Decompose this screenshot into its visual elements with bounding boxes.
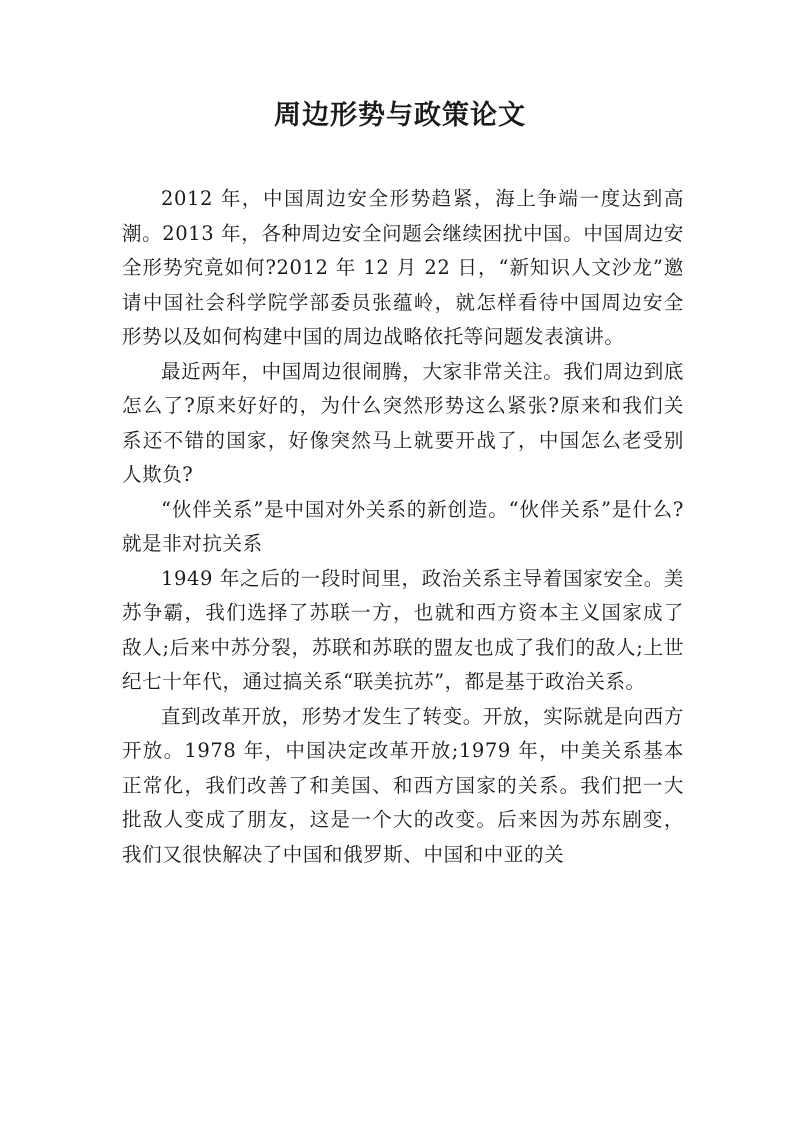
paragraph-5: 直到改革开放，形势才发生了转变。开放，实际就是向西方开放。1978 年，中国决定改革开放;1979 年，中美关系基本正常化，我们改善了和美国、和西方国家的关系。我们把一大批敌人变成了朋友，这是一个大的改变。后来因为苏东剧变，我们又很快解决了中国和俄罗斯、中国和中亚的关 bbox=[122, 704, 684, 866]
document-title: 周边形势与政策论文 bbox=[274, 100, 526, 131]
paragraph-3: “伙伴关系”是中国对外关系的新创造。“伙伴关系”是什么?就是非对抗关系 bbox=[122, 497, 684, 555]
paragraph-2: 最近两年，中国周边很闹腾，大家非常关注。我们周边到底怎么了?原来好好的，为什么突然形势这么紧张?原来和我们关系还不错的国家，好像突然马上就要开战了，中国怎么老受别人欺负? bbox=[122, 359, 684, 486]
document-body bbox=[122, 182, 684, 872]
paragraph-1: 2012 年，中国周边安全形势趋紧，海上争端一度达到高潮。2013 年，各种周边安全问题会继续困扰中国。中国周边安全形势究竟如何?2012 年 12 月 22 日，“新知识人文沙龙”邀请中国社会科学院学部委员张蕴岭，就怎样看待中国周边安全形势以及如何构建中国的周边战略依托等问题发表演讲。 bbox=[122, 187, 684, 348]
paragraph-4: 1949 年之后的一段时间里，政治关系主导着国家安全。美苏争霸，我们选择了苏联一方，也就和西方资本主义国家成了敌人;后来中苏分裂，苏联和苏联的盟友也成了我们的敌人;上世纪七十年代，通过搞关系“联美抗苏”，都是基于政治关系。 bbox=[122, 566, 684, 693]
